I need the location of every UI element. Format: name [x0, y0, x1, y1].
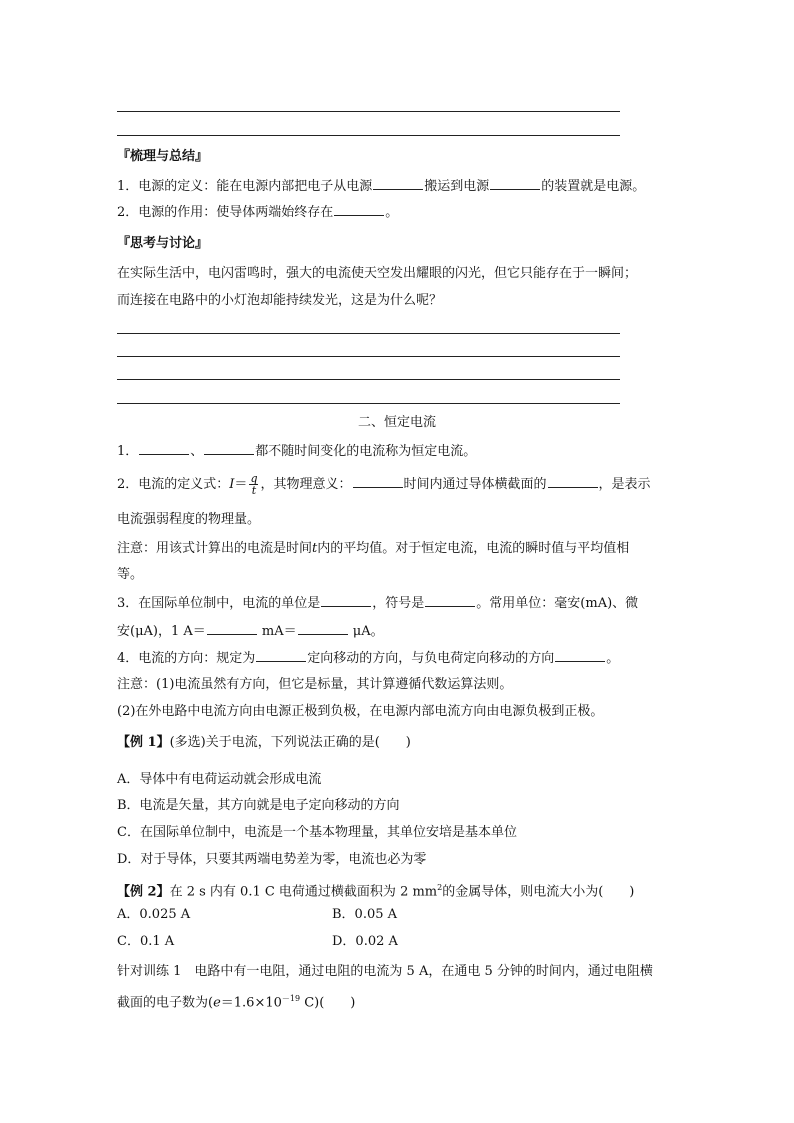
fill-blank[interactable]: [425, 594, 475, 607]
example-2-options-row-2: [117, 933, 620, 951]
answer-line: [117, 135, 620, 136]
fill-blank[interactable]: [139, 442, 189, 455]
example-1-option-a: A．导体中有电荷运动就会形成电流: [117, 772, 322, 787]
example-2-option-c: C．0.1 A: [117, 934, 175, 949]
discussion-line-1: 在实际生活中，电闪雷鸣时，强大的电流使天空发出耀眼的闪光，但它只能存在于一瞬间；: [117, 266, 638, 281]
section-item-2: 2．电流的定义式：I＝ $\frac{q}{t}$ ，其物理意义： 时间内通过导体横截面的 ，是表示: [117, 472, 651, 497]
fill-blank[interactable]: [490, 177, 540, 190]
note-2-line-1: 注意：(1)电流虽然有方向，但它是标量，其计算遵循代数运算法则。: [117, 677, 513, 692]
note-1-line-1: 注意：用该式计算出的电流是时间t内的平均值。对于恒定电流，电流的瞬时值与平均值相: [117, 541, 630, 556]
fill-blank[interactable]: [204, 442, 254, 455]
fill-blank[interactable]: [555, 649, 605, 662]
section-item-3: 3．在国际单位制中，电流的单位是 ，符号是 。常用单位：毫安(mA)、微: [117, 596, 639, 611]
discussion-title: 『思考与讨论』: [117, 236, 209, 251]
example-2-option-a: A．0.025 A: [117, 907, 191, 922]
training-1-label: 针对训练 1: [117, 964, 182, 979]
example-1-label: 【例 1】: [117, 735, 170, 750]
training-1-line-1: 针对训练 1 电路中有一电阻，通过电阻的电流为 5 A，在通电 5 分钟的时间内，通过电阻横: [117, 964, 653, 979]
summary-title: 『梳理与总结』: [117, 149, 209, 164]
example-1-option-b: B．电流是矢量，其方向就是电子定向移动的方向: [117, 798, 400, 813]
fill-blank[interactable]: [373, 177, 423, 190]
note-2-line-2: (2)在外电路中电流方向由电源正极到负极，在电源内部电流方向由电源负极到正极。: [117, 704, 604, 719]
answer-line: [117, 403, 620, 404]
section-item-2-cont: 电流强弱程度的物理量。: [117, 512, 261, 527]
summary-item-2: 2．电源的作用：使导体两端始终存在 。: [117, 205, 399, 220]
training-1-line-2: 截面的电子数为($e=1.6\times 10^{-19}$ C)( ): [117, 994, 356, 1011]
example-1-option-c: C．在国际单位制中，电流是一个基本物理量，其单位安培是基本单位: [117, 825, 517, 840]
section-title: 二、恒定电流: [357, 415, 436, 430]
fill-blank[interactable]: [256, 649, 306, 662]
example-2-stem: 【例 2】在 2 s 内有 0.1 C 电荷通过横截面积为 2 $mm^2$的金属导体，则电流大小为( ): [117, 883, 635, 900]
answer-line: [117, 379, 620, 380]
fill-blank[interactable]: [321, 594, 371, 607]
example-2-option-d: D．0.02 A: [332, 934, 398, 949]
fill-blank[interactable]: [353, 475, 403, 488]
example-2-option-b: B．0.05 A: [332, 907, 398, 922]
answer-line: [117, 111, 620, 112]
section-item-4: 4．电流的方向：规定为 定向移动的方向，与负电荷定向移动的方向 。: [117, 651, 620, 666]
discussion-line-2: 而连接在电路中的小灯泡却能持续发光，这是为什么呢？: [117, 293, 443, 308]
fill-blank[interactable]: [207, 622, 257, 635]
fill-blank[interactable]: [548, 475, 598, 488]
note-1-line-2: 等。: [117, 567, 144, 582]
example-1-option-d: D．对于导体，只要其两端电势差为零，电流也必为零: [117, 852, 427, 867]
fill-blank[interactable]: [298, 622, 348, 635]
section-item-1: 1． 、 都不随时间变化的电流称为恒定电流。: [117, 444, 477, 459]
section-item-3-cont: 安(μA)，1 A＝ mA＝ μA。: [117, 624, 384, 639]
summary-item-1: 1．电源的定义：能在电源内部把电子从电源 搬运到电源 的装置就是电源。: [117, 179, 646, 194]
current-formula-fraction: $\frac{q}{t}$: [250, 472, 258, 497]
example-2-label: 【例 2】: [117, 884, 170, 900]
answer-line: [117, 333, 620, 334]
fill-blank[interactable]: [334, 203, 384, 216]
example-2-options-row-1: [117, 906, 620, 924]
answer-line: [117, 356, 620, 357]
example-1-stem: 【例 1】(多选)关于电流，下列说法正确的是( ): [117, 735, 411, 750]
